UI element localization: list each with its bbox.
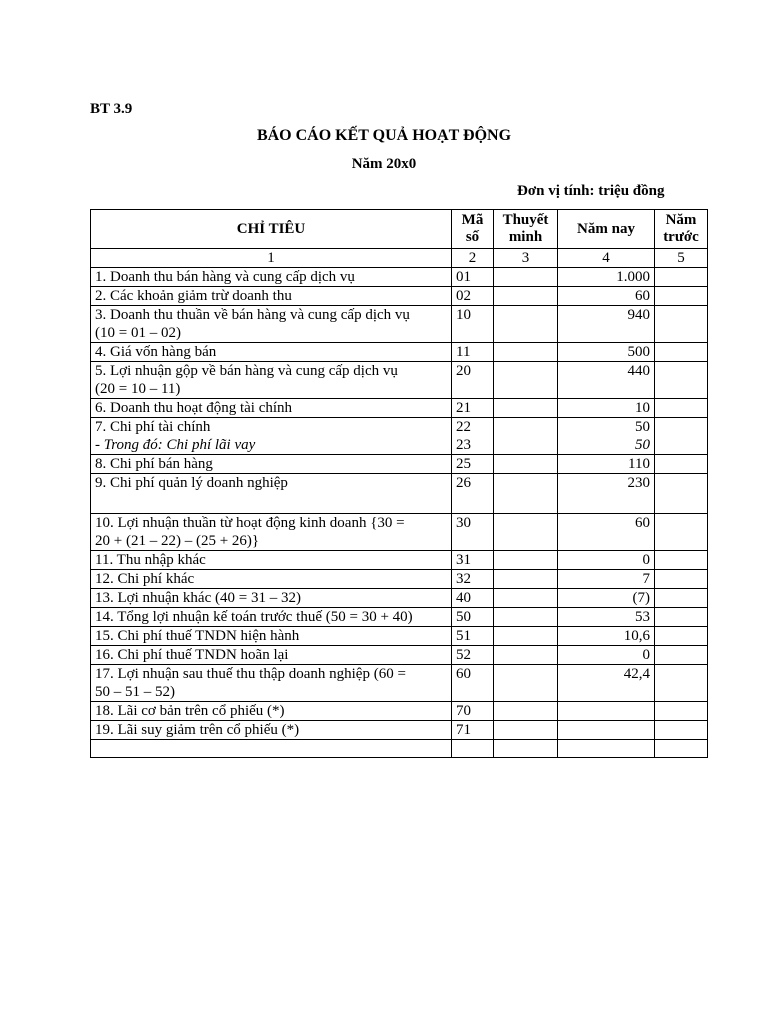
row-previous-year xyxy=(655,514,708,551)
row-current-year: 42,4 xyxy=(558,665,655,702)
row-previous-year xyxy=(655,702,708,721)
table-row xyxy=(91,551,708,570)
row-previous-year xyxy=(655,627,708,646)
row-note xyxy=(494,627,558,646)
table-row xyxy=(91,608,708,627)
row-code: 11 xyxy=(452,343,494,362)
column-number-row xyxy=(91,249,708,268)
row-note xyxy=(494,455,558,474)
row-item-line1: 7. Chi phí tài chính xyxy=(95,419,211,435)
row-previous-year xyxy=(655,287,708,306)
empty-cell xyxy=(452,740,494,758)
row-code: 10 xyxy=(452,306,494,343)
row-note xyxy=(494,570,558,589)
table-row xyxy=(91,589,708,608)
column-number: 3 xyxy=(494,249,558,268)
row-code: 31 xyxy=(452,551,494,570)
report-title: BÁO CÁO KẾT QUẢ HOẠT ĐỘNG xyxy=(256,127,512,144)
row-code: 70 xyxy=(452,702,494,721)
empty-cell xyxy=(494,740,558,758)
row-previous-year xyxy=(655,665,708,702)
row-item-line2: - Trong đó: Chi phí lãi vay xyxy=(95,437,256,453)
row-current-year xyxy=(558,721,655,740)
row-current-year: 440 xyxy=(558,362,655,399)
row-current-year xyxy=(558,418,655,455)
row-previous-year xyxy=(655,399,708,418)
row-item xyxy=(91,514,452,551)
header-ma-so xyxy=(452,210,494,249)
table-row xyxy=(91,399,708,418)
empty-cell xyxy=(558,740,655,758)
row-item-line2: (10 = 01 – 02) xyxy=(95,325,181,341)
row-item-line1: 17. Lợi nhuận sau thuế thu thập doanh nghiệp (60 = xyxy=(95,666,406,682)
row-item: 19. Lãi suy giảm trên cổ phiếu (*) xyxy=(91,721,452,740)
row-previous-year xyxy=(655,455,708,474)
row-current-year: 500 xyxy=(558,343,655,362)
row-current-line1: 50 xyxy=(635,419,650,435)
row-note xyxy=(494,343,558,362)
table-row xyxy=(91,570,708,589)
table-row xyxy=(91,362,708,399)
row-current-year: 940 xyxy=(558,306,655,343)
row-previous-year xyxy=(655,474,708,514)
row-item xyxy=(91,306,452,343)
table-row xyxy=(91,665,708,702)
row-note xyxy=(494,306,558,343)
table-row xyxy=(91,343,708,362)
header-thuyet-minh xyxy=(494,210,558,249)
row-current-year: 10,6 xyxy=(558,627,655,646)
row-note xyxy=(494,399,558,418)
row-code: 50 xyxy=(452,608,494,627)
row-current-year: 0 xyxy=(558,646,655,665)
row-item: 13. Lợi nhuận khác (40 = 31 – 32) xyxy=(91,589,452,608)
row-note xyxy=(494,268,558,287)
table-row xyxy=(91,721,708,740)
row-item-line2: 20 + (21 – 22) – (25 + 26)} xyxy=(95,533,260,549)
row-previous-year xyxy=(655,646,708,665)
row-current-year: 0 xyxy=(558,551,655,570)
row-item-line2: 50 – 51 – 52) xyxy=(95,684,175,700)
row-note xyxy=(494,646,558,665)
row-previous-year xyxy=(655,268,708,287)
row-previous-year xyxy=(655,721,708,740)
row-current-year xyxy=(558,702,655,721)
row-item: 8. Chi phí bán hàng xyxy=(91,455,452,474)
row-current-year: 7 xyxy=(558,570,655,589)
row-note xyxy=(494,608,558,627)
row-item: 4. Giá vốn hàng bán xyxy=(91,343,452,362)
row-item: 11. Thu nhập khác xyxy=(91,551,452,570)
row-note xyxy=(494,514,558,551)
row-code: 30 xyxy=(452,514,494,551)
table-row xyxy=(91,627,708,646)
row-note xyxy=(494,287,558,306)
row-note xyxy=(494,665,558,702)
unit-label: Đơn vị tính: triệu đồng xyxy=(517,183,665,199)
row-note xyxy=(494,362,558,399)
header-nam-truoc-line1: Năm xyxy=(665,212,697,228)
header-row xyxy=(91,210,708,249)
row-item: 15. Chi phí thuế TNDN hiện hành xyxy=(91,627,452,646)
row-previous-year xyxy=(655,570,708,589)
report-year: Năm 20x0 xyxy=(351,156,417,172)
row-code: 51 xyxy=(452,627,494,646)
row-item: 12. Chi phí khác xyxy=(91,570,452,589)
header-ma-so-line1: Mã xyxy=(461,212,484,228)
row-code: 26 xyxy=(452,474,494,514)
empty-table-row xyxy=(91,740,708,758)
row-current-year: 10 xyxy=(558,399,655,418)
table-row xyxy=(91,306,708,343)
row-item: 16. Chi phí thuế TNDN hoãn lại xyxy=(91,646,452,665)
row-current-year: 110 xyxy=(558,455,655,474)
exercise-label: BT 3.9 xyxy=(90,101,133,117)
row-code: 21 xyxy=(452,399,494,418)
row-current-year: 60 xyxy=(558,514,655,551)
row-previous-year xyxy=(655,306,708,343)
header-nam-nay: Năm nay xyxy=(558,210,655,249)
row-code-line1: 22 xyxy=(456,419,471,435)
column-number: 4 xyxy=(558,249,655,268)
column-number: 2 xyxy=(452,249,494,268)
row-item-line1: 10. Lợi nhuận thuần từ hoạt động kinh doanh {30 = xyxy=(95,515,405,531)
row-code: 02 xyxy=(452,287,494,306)
table-row xyxy=(91,474,708,514)
row-current-year: (7) xyxy=(558,589,655,608)
row-code: 52 xyxy=(452,646,494,665)
empty-cell xyxy=(655,740,708,758)
table-row xyxy=(91,455,708,474)
row-item: 14. Tổng lợi nhuận kế toán trước thuế (50 = 30 + 40) xyxy=(91,608,452,627)
row-code: 60 xyxy=(452,665,494,702)
empty-cell xyxy=(91,740,452,758)
row-note xyxy=(494,551,558,570)
row-item-line2: (20 = 10 – 11) xyxy=(95,381,181,397)
row-note xyxy=(494,474,558,514)
table-row xyxy=(91,514,708,551)
row-current-year: 1.000 xyxy=(558,268,655,287)
row-item: 1. Doanh thu bán hàng và cung cấp dịch vụ xyxy=(91,268,452,287)
row-code: 32 xyxy=(452,570,494,589)
row-code: 71 xyxy=(452,721,494,740)
row-previous-year xyxy=(655,608,708,627)
row-previous-year xyxy=(655,551,708,570)
income-statement-table xyxy=(90,209,708,758)
row-note xyxy=(494,702,558,721)
row-note xyxy=(494,721,558,740)
table-row xyxy=(91,702,708,721)
row-code: 01 xyxy=(452,268,494,287)
row-previous-year xyxy=(655,589,708,608)
row-current-year: 60 xyxy=(558,287,655,306)
table-row xyxy=(91,287,708,306)
table-row xyxy=(91,268,708,287)
row-item: 18. Lãi cơ bản trên cổ phiếu (*) xyxy=(91,702,452,721)
row-item xyxy=(91,418,452,455)
row-item-line1: 3. Doanh thu thuần về bán hàng và cung cấp dịch vụ xyxy=(95,307,410,323)
header-thuyet-minh-line1: Thuyết xyxy=(502,212,549,228)
header-thuyet-minh-line2: minh xyxy=(508,229,543,245)
row-previous-year xyxy=(655,418,708,455)
row-item: 6. Doanh thu hoạt động tài chính xyxy=(91,399,452,418)
row-previous-year xyxy=(655,343,708,362)
row-item: 2. Các khoản giảm trừ doanh thu xyxy=(91,287,452,306)
row-item: 9. Chi phí quản lý doanh nghiệp xyxy=(91,474,452,514)
table-row xyxy=(91,646,708,665)
row-current-year: 230 xyxy=(558,474,655,514)
row-code: 25 xyxy=(452,455,494,474)
header-chi-tieu: CHỈ TIÊU xyxy=(91,210,452,249)
row-note xyxy=(494,589,558,608)
row-previous-year xyxy=(655,362,708,399)
header-ma-so-line2: số xyxy=(465,229,480,245)
row-item xyxy=(91,362,452,399)
row-code: 40 xyxy=(452,589,494,608)
row-code xyxy=(452,418,494,455)
row-current-year: 53 xyxy=(558,608,655,627)
row-item-line1: 5. Lợi nhuận gộp về bán hàng và cung cấp dịch vụ xyxy=(95,363,398,379)
column-number: 5 xyxy=(655,249,708,268)
row-current-line2: 50 xyxy=(635,437,650,453)
header-nam-truoc xyxy=(655,210,708,249)
row-note xyxy=(494,418,558,455)
row-item xyxy=(91,665,452,702)
row-code-line2: 23 xyxy=(456,437,471,453)
column-number: 1 xyxy=(91,249,452,268)
header-nam-truoc-line2: trước xyxy=(663,229,699,245)
row-code: 20 xyxy=(452,362,494,399)
table-row xyxy=(91,418,708,455)
